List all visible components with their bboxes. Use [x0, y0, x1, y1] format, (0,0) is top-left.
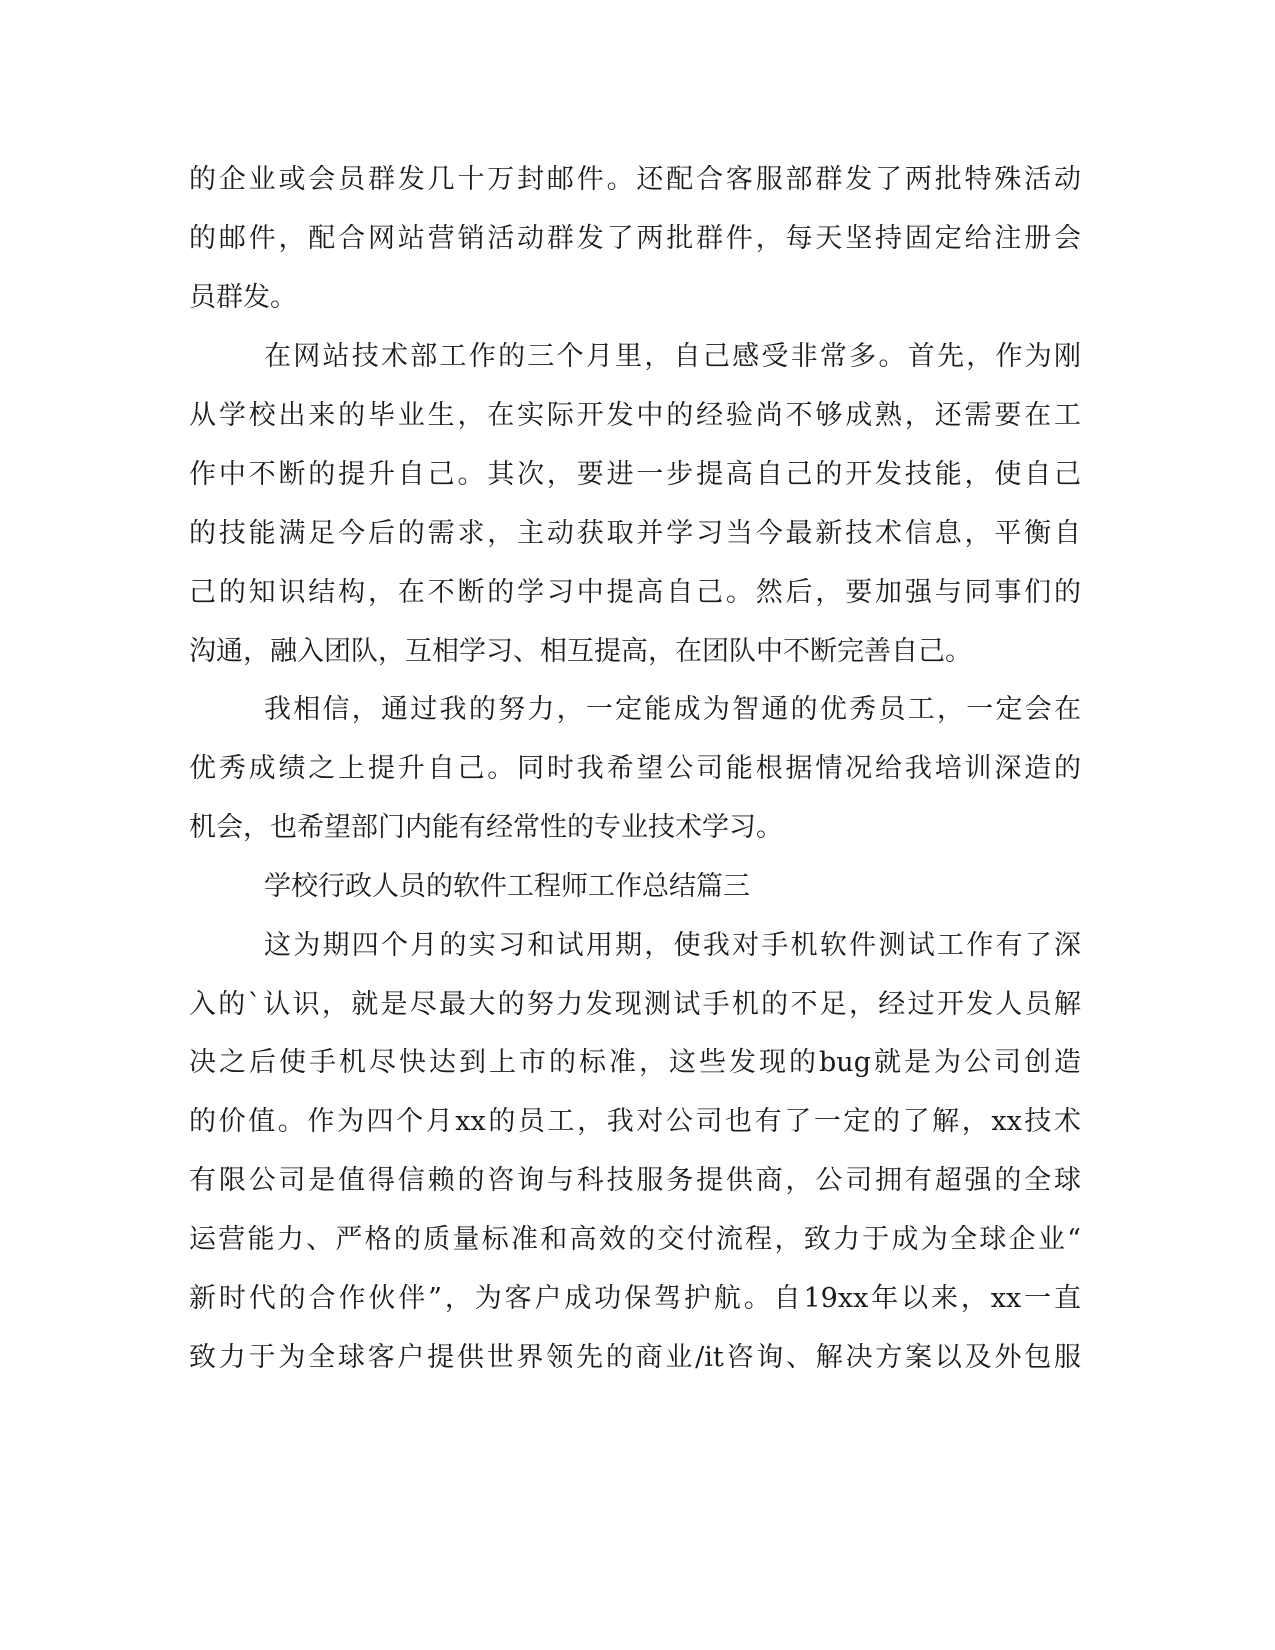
- text-line: 优秀成绩之上提升自己。同时我希望公司能根据情况给我培训深造的: [189, 753, 1081, 784]
- text-line: 沟通，融入团队，互相学习、相互提高，在团队中不断完善自己。: [189, 636, 972, 667]
- paragraph-first-line: 我相信，通过我的努力，一定能成为智通的优秀员工，一定会在: [264, 694, 1081, 725]
- text-line: 运营能力、严格的质量标准和高效的交付流程，致力于成为全球企业“: [189, 1224, 1081, 1255]
- text-line: 员群发。: [189, 282, 297, 313]
- text-line: 的技能满足今后的需求，主动获取并学习当今最新技术信息，平衡自: [189, 518, 1081, 549]
- text-line: 从学校出来的毕业生，在实际开发中的经验尚不够成熟，还需要在工: [189, 400, 1081, 431]
- text-line: 作中不断的提升自己。其次，要进一步提高自己的开发技能，使自己: [189, 459, 1081, 490]
- text-line: 有限公司是值得信赖的咨询与科技服务提供商，公司拥有超强的全球: [189, 1165, 1081, 1196]
- section-heading: 学校行政人员的软件工程师工作总结篇三: [264, 871, 750, 902]
- paragraph-first-line: 在网站技术部工作的三个月里，自己感受非常多。首先，作为刚: [264, 341, 1081, 372]
- paragraph-first-line: 这为期四个月的实习和试用期，使我对手机软件测试工作有了深: [264, 930, 1081, 961]
- text-line: 致力于为全球客户提供世界领先的商业/it咨询、解决方案以及外包服: [189, 1342, 1081, 1373]
- text-line: 的价值。作为四个月xx的员工，我对公司也有了一定的了解，xx技术: [189, 1106, 1081, 1137]
- text-line: 机会，也希望部门内能有经常性的专业技术学习。: [189, 812, 783, 843]
- text-line: 的邮件，配合网站营销活动群发了两批群件，每天坚持固定给注册会: [189, 223, 1081, 254]
- text-line: 新时代的合作伙伴”，为客户成功保驾护航。自19xx年以来，xx一直: [189, 1283, 1081, 1314]
- text-line: 入的`认识，就是尽最大的努力发现测试手机的不足，经过开发人员解: [189, 989, 1081, 1020]
- text-line: 的企业或会员群发几十万封邮件。还配合客服部群发了两批特殊活动: [189, 164, 1081, 195]
- text-line: 决之后使手机尽快达到上市的标准，这些发现的bug就是为公司创造: [189, 1047, 1081, 1078]
- text-line: 己的知识结构，在不断的学习中提高自己。然后，要加强与同事们的: [189, 577, 1081, 608]
